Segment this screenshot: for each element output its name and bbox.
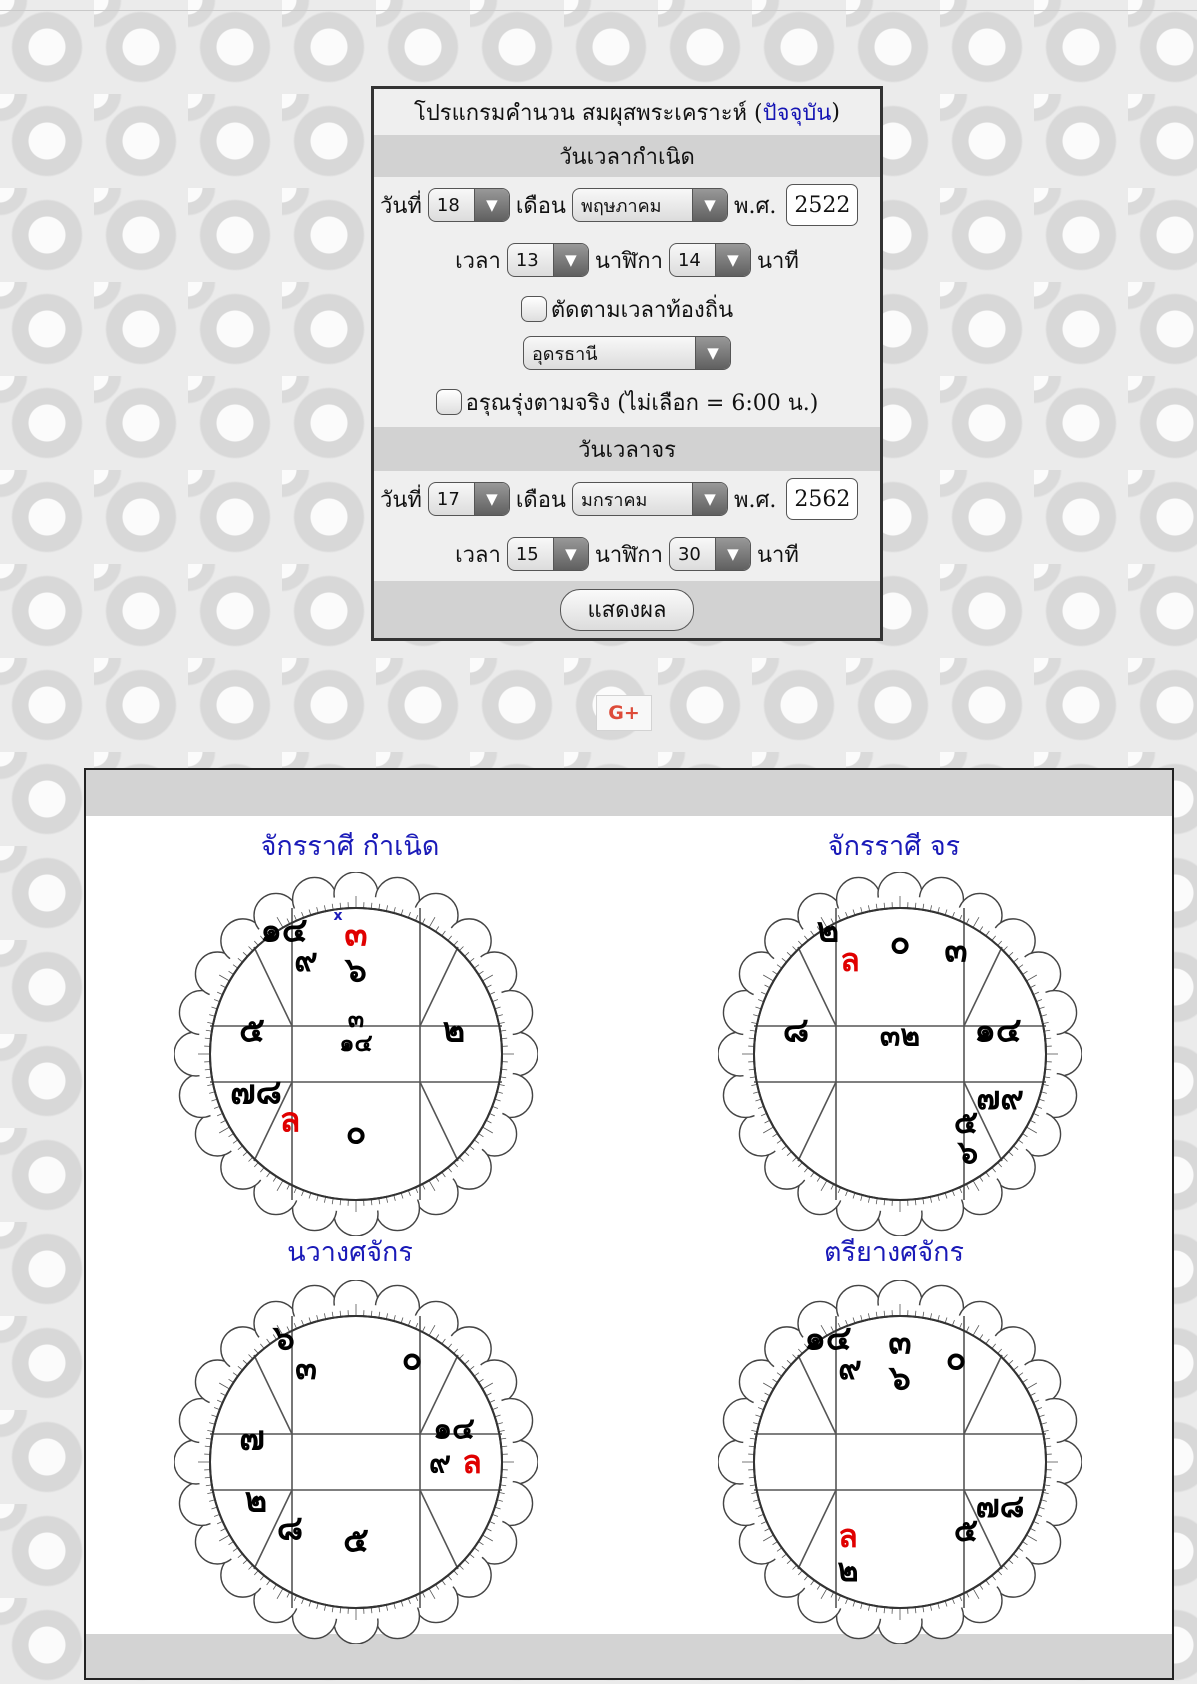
form-title-text: โปรแกรมคำนวน สมผุสพระเคราะห์ ( bbox=[414, 100, 763, 126]
planet-mark: ๖ bbox=[273, 1318, 295, 1359]
planet-mark: ๙ bbox=[429, 1445, 451, 1481]
submit-row bbox=[374, 581, 880, 638]
birth-day-label: วันที่ bbox=[380, 193, 422, 219]
local-time-label: ตัดตามเวลาท้องถิ่น bbox=[550, 297, 734, 323]
planet-mark: ๑๔ bbox=[804, 1318, 852, 1359]
transit-header bbox=[374, 427, 880, 471]
planet-mark: ๙ bbox=[294, 941, 318, 979]
planet-mark: ๕ bbox=[953, 1511, 979, 1549]
birth-day-select[interactable] bbox=[428, 188, 510, 222]
birth-header bbox=[374, 135, 880, 177]
chevron-down-icon: ▼ bbox=[553, 537, 588, 571]
planet-mark: ๗๙ bbox=[976, 1079, 1024, 1117]
transit-minute-select[interactable] bbox=[669, 537, 751, 571]
planet-mark: ล bbox=[279, 1100, 301, 1141]
planet-mark: ล bbox=[840, 941, 860, 979]
transit-hour-value: 15 bbox=[515, 543, 539, 565]
transit-month-label: เดือน bbox=[515, 487, 566, 513]
birth-minute-unit: นาที bbox=[756, 248, 799, 274]
birth-hour-value: 13 bbox=[515, 249, 539, 271]
planet-mark: ๒ bbox=[837, 1551, 859, 1589]
planet-mark: ๙ bbox=[838, 1349, 862, 1387]
transit-year-label: พ.ศ. bbox=[733, 487, 777, 513]
transit-hour-select[interactable] bbox=[507, 537, 589, 571]
transit-day-select[interactable] bbox=[428, 482, 510, 516]
planet-mark: ๗ bbox=[239, 1418, 265, 1459]
planet-mark: ๒ bbox=[816, 910, 840, 951]
birth-month-select[interactable] bbox=[572, 188, 728, 222]
sunrise-row bbox=[374, 377, 880, 427]
planet-mark: ๓ bbox=[944, 930, 968, 971]
transit-chart-title: จักรราศี จร bbox=[827, 831, 961, 862]
transit-time-row bbox=[374, 527, 880, 581]
birth-hour-unit: นาฬิกา bbox=[594, 248, 663, 274]
planet-mark: ๕ bbox=[343, 1520, 369, 1561]
transit-day-label: วันที่ bbox=[380, 487, 422, 513]
planet-mark: x bbox=[333, 908, 343, 924]
planet-mark: ๕ bbox=[953, 1103, 979, 1141]
trimsamsa-chart-title: ตรียางศจักร bbox=[823, 1237, 964, 1268]
sunrise-label: อรุณรุ่งตามจริง (ไม่เลือก = 6:00 น.) bbox=[465, 390, 819, 416]
planet-mark: ๒ bbox=[244, 1480, 268, 1521]
planet-mark: ล bbox=[462, 1443, 482, 1481]
planet-mark: ๓๒ bbox=[879, 1018, 921, 1054]
province-select[interactable] bbox=[523, 336, 731, 370]
planet-mark: ๐ bbox=[401, 1338, 423, 1379]
form-title-close: ) bbox=[831, 99, 840, 125]
calculator-form bbox=[371, 86, 883, 641]
chevron-down-icon: ▼ bbox=[715, 243, 750, 277]
navamsa-chart-title: นวางศจักร bbox=[287, 1237, 413, 1268]
result-panel bbox=[84, 768, 1174, 1680]
birth-time-row bbox=[374, 233, 880, 287]
chevron-down-icon: ▼ bbox=[695, 336, 730, 370]
planet-mark: ๑๔ bbox=[433, 1411, 475, 1447]
local-time-row bbox=[374, 287, 880, 331]
planet-mark: ๖ bbox=[345, 950, 367, 991]
planet-mark: ๗๘ bbox=[975, 1487, 1025, 1525]
transit-hour-unit: นาฬิกา bbox=[594, 542, 663, 568]
sunrise-checkbox[interactable] bbox=[436, 389, 462, 415]
result-header-bar bbox=[86, 770, 1172, 816]
transit-date-row bbox=[374, 471, 880, 527]
trimsamsa-wheel bbox=[718, 1280, 1082, 1644]
planet-mark: ๖ bbox=[957, 1133, 979, 1171]
current-link[interactable]: ปัจจุบัน bbox=[762, 100, 832, 126]
transit-month-select[interactable] bbox=[572, 482, 728, 516]
planet-mark: ๓ bbox=[347, 1005, 365, 1033]
planet-mark: ๑๔ bbox=[260, 910, 308, 951]
planet-mark: ๐ bbox=[889, 922, 911, 963]
planet-mark: ๑๔ bbox=[974, 1010, 1022, 1051]
chevron-down-icon: ▼ bbox=[692, 482, 727, 516]
top-divider bbox=[0, 10, 1197, 11]
transit-year-input[interactable]: 2562 bbox=[786, 478, 858, 520]
chevron-down-icon: ▼ bbox=[474, 482, 509, 516]
planet-mark: ๘ bbox=[782, 1010, 810, 1051]
birth-month-label: เดือน bbox=[515, 193, 566, 219]
province-value: อุดรธานี bbox=[532, 343, 598, 365]
chevron-down-icon: ▼ bbox=[553, 243, 588, 277]
birth-minute-select[interactable] bbox=[669, 243, 751, 277]
transit-minute-unit: นาที bbox=[756, 542, 799, 568]
planet-mark: ๑๔ bbox=[339, 1029, 373, 1057]
birth-chart-title: จักรราศี กำเนิด bbox=[260, 831, 440, 862]
birth-time-label: เวลา bbox=[455, 248, 501, 274]
planet-mark: ๗๘ bbox=[230, 1072, 282, 1113]
planet-mark: ๐ bbox=[945, 1338, 967, 1379]
google-plus-share-button[interactable]: G+ bbox=[596, 695, 652, 731]
planet-mark: ๓ bbox=[888, 1322, 912, 1363]
submit-button[interactable]: แสดงผล bbox=[560, 589, 694, 631]
birth-hour-select[interactable] bbox=[507, 243, 589, 277]
transit-time-label: เวลา bbox=[455, 542, 501, 568]
planet-mark: ๒ bbox=[442, 1010, 466, 1051]
navamsa-wheel bbox=[174, 1280, 538, 1644]
wheel-ring bbox=[210, 1316, 502, 1608]
planet-mark: ๓ bbox=[344, 914, 368, 955]
chevron-down-icon: ▼ bbox=[715, 537, 750, 571]
chevron-down-icon: ▼ bbox=[692, 188, 727, 222]
planet-mark: ๘ bbox=[276, 1508, 304, 1549]
transit-month-value: มกราคม bbox=[580, 489, 648, 511]
birth-year-label: พ.ศ. bbox=[733, 193, 777, 219]
transit-minute-value: 30 bbox=[677, 543, 701, 565]
transit-zodiac-wheel bbox=[718, 872, 1082, 1236]
form-title bbox=[374, 89, 880, 135]
birth-month-value: พฤษภาคม bbox=[580, 195, 662, 217]
planet-mark: ๖ bbox=[889, 1358, 911, 1399]
local-time-checkbox[interactable] bbox=[521, 296, 547, 322]
birth-date-row bbox=[374, 177, 880, 233]
transit-day-value: 17 bbox=[436, 488, 460, 510]
province-row bbox=[374, 331, 880, 375]
planet-mark: ๕ bbox=[239, 1010, 265, 1051]
birth-header-label: วันเวลากำเนิด bbox=[559, 144, 695, 170]
birth-year-input[interactable]: 2522 bbox=[786, 184, 858, 226]
planet-mark: ๐ bbox=[345, 1112, 367, 1153]
birth-zodiac-wheel bbox=[174, 872, 538, 1236]
birth-day-value: 18 bbox=[436, 194, 460, 216]
chevron-down-icon: ▼ bbox=[474, 188, 509, 222]
planet-mark: ล bbox=[838, 1517, 858, 1555]
birth-minute-value: 14 bbox=[677, 249, 701, 271]
planet-mark: ๓ bbox=[295, 1349, 317, 1387]
transit-header-label: วันเวลาจร bbox=[578, 437, 676, 463]
